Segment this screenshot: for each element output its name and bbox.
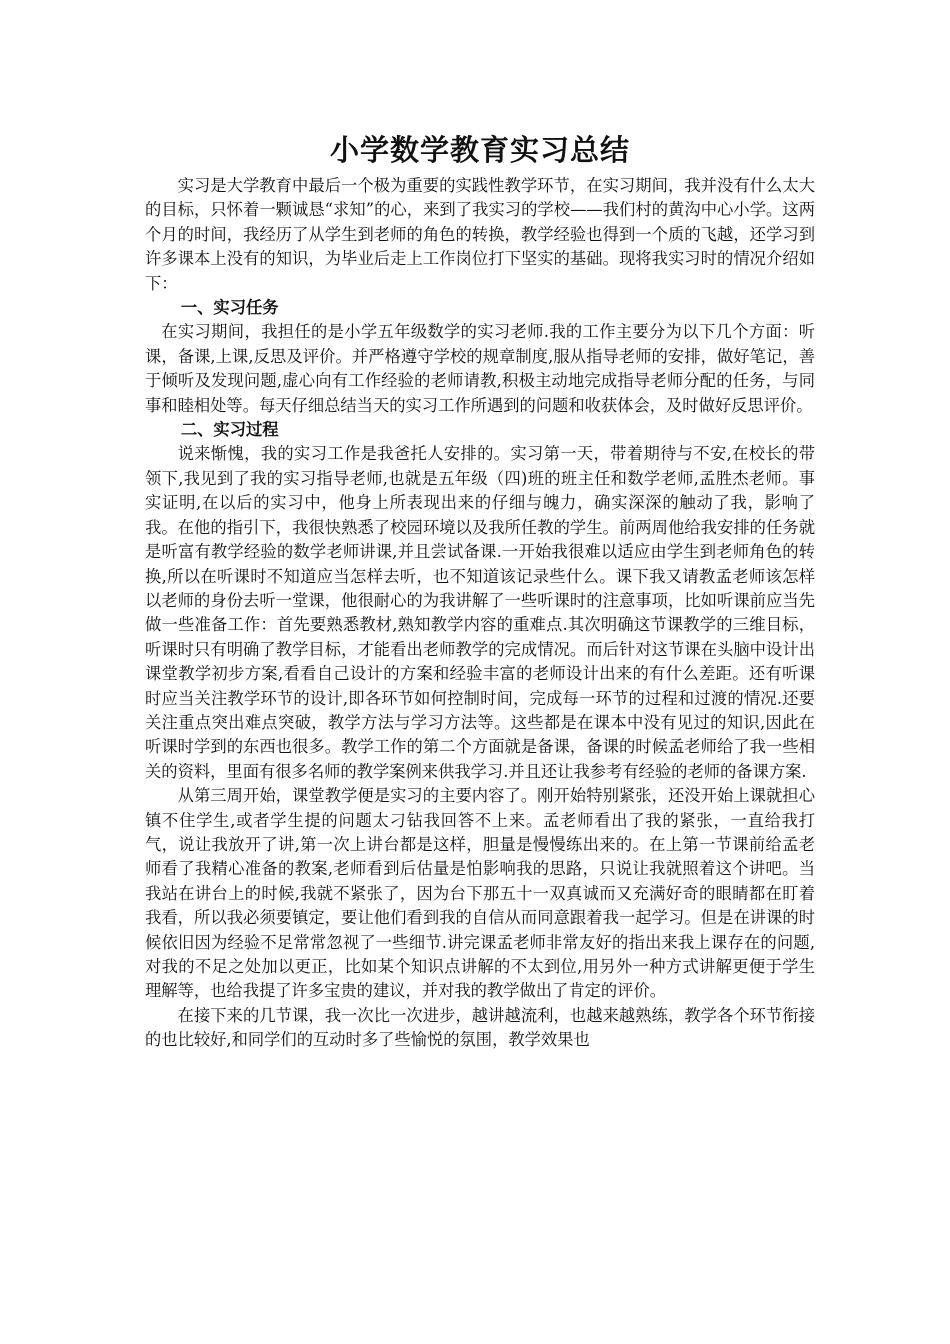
process-paragraph-2: 从第三周开始，课堂教学便是实习的主要内容了。刚开始特别紧张，还没开始上课就担心镇不住学生,或者学生提的问题太刁钻我回答不上来。孟老师看出了我的紧张，一直给我打气，说让我放开了讲,第一次上讲台都是这样，胆量是慢慢练出来的。在上第一节课前给孟老师看了我精心准备的教案,老师看到后估量是怕影响我的思路，只说让我就照着这个讲吧。当我站在讲台上的时候,我就不紧张了，因为台下那五十一双真诚而又充满好奇的眼睛都在盯着我看，所以我必须要镇定，要让他们看到我的自信从而同意跟着我一起学习。但是在讲课的时候依旧因为经验不足常常忽视了一些细节.讲完课孟老师非常友好的指出来我上课存在的问题,对我的不足之处加以更正，比如某个知识点讲解的不太到位,用另外一种方式讲解更便于学生理解等，也给我提了许多宝贵的建议，并对我的教学做出了肯定的评价。 — [145, 786, 815, 1001]
document-title: 小学数学教育实习总结 — [329, 133, 630, 167]
section-heading-tasks: 一、实习任务 — [180, 298, 279, 318]
section-heading-process: 二、实习过程 — [180, 420, 279, 440]
intro-paragraph: 实习是大学教育中最后一个极为重要的实践性教学环节，在实习期间，我并没有什么太大的目标，只怀着一颗诚恳“求知”的心，来到了我实习的学校——我们村的黄沟中心小学。这两个月的时间，我经历了从学生到老师的角色的转换，教学经验也得到一个质的飞越，还学习到许多课本上没有的知识，为毕业后走上工作岗位打下坚实的基础。现将我实习时的情况介绍如下： — [145, 176, 815, 293]
process-paragraph-3: 在接下来的几节课，我一次比一次进步，越讲越流利，也越来越熟练，教学各个环节衔接的也比较好,和同学们的互动时多了些愉悦的氛围，教学效果也 — [145, 1005, 815, 1050]
process-paragraph-1: 说来惭愧，我的实习工作是我爸托人安排的。实习第一天，带着期待与不安,在校长的带领下,我见到了我的实习指导老师,也就是五年级（四)班的班主任和数学老师,孟胜杰老师。事实证明,在以后的实习中，他身上所表现出来的仔细与魄力，确实深深的触动了我，影响了我。在他的指引下，我很快熟悉了校园环境以及我所任教的学生。前两周他给我安排的任务就是听富有教学经验的数学老师讲课,并且尝试备课.一开始我很难以适应由学生到老师角色的转换,所以在听课时不知道应当怎样去听，也不知道该记录些什么。课下我又请教孟老师该怎样以老师的身份去听一堂课，他很耐心的为我讲解了一些听课时的注意事项，比如听课前应当先做一些准备工作：首先要熟悉教材,熟知教学内容的重难点.其次明确这节课教学的三维目标，听课时只有明确了教学目标，才能看出老师教学的完成情况。而后针对这节课在头脑中设计出课堂教学初步方案,看看自己设计的方案和经验丰富的老师设计出来的有什么差距。还有听课时应当关注教学环节的设计,即各环节如何控制时间，完成每一环节的过程和过渡的情况.还要关注重点突出难点突破，教学方法与学习方法等。这些都是在课本中没有见过的知识,因此在听课时学到的东西也很多。教学工作的第二个方面就是备课，备课的时候孟老师给了我一些相关的资料，里面有很多名师的教学案例来供我学习.并且还让我参考有经验的老师的备课方案. — [145, 444, 815, 781]
tasks-paragraph: 在实习期间，我担任的是小学五年级数学的实习老师.我的工作主要分为以下几个方面：听课，备课,上课,反思及评价。并严格遵守学校的规章制度,服从指导老师的安排，做好笔记，善于倾听及发现问题,虚心向有工作经验的老师请教,积极主动地完成指导老师分配的任务，与同事和睦相处等。每天仔细总结当天的实习工作所遇到的问题和收获体会，及时做好反思评价。 — [145, 322, 815, 415]
document-body — [145, 128, 815, 1053]
